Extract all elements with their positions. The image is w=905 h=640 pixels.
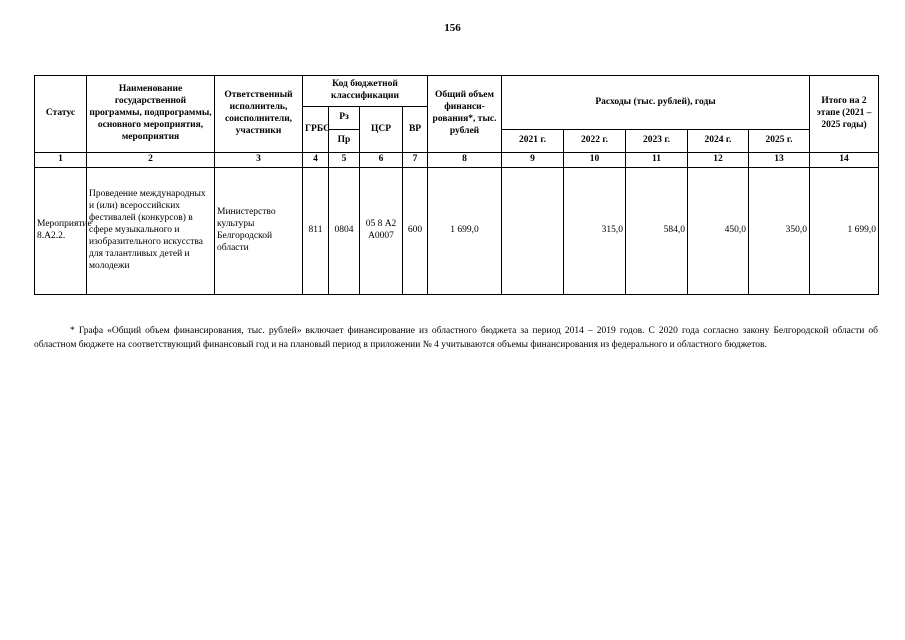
column-number: 5	[329, 153, 360, 168]
column-number: 13	[749, 153, 810, 168]
column-number: 9	[502, 153, 564, 168]
header-year-2024: 2024 г.	[688, 130, 749, 153]
header-rz: Рз	[329, 107, 360, 130]
header-year-2023: 2023 г.	[626, 130, 688, 153]
column-number: 1	[35, 153, 87, 168]
cell-year-2021	[502, 167, 564, 294]
page-number: 156	[444, 22, 461, 34]
header-vr: ВР	[403, 107, 428, 153]
cell-year-2023: 584,0	[626, 167, 688, 294]
column-number: 7	[403, 153, 428, 168]
header-status: Статус	[35, 76, 87, 153]
header-stage-total: Итого на 2 этапе (2021 – 2025 годы)	[810, 76, 879, 153]
header-budget-code: Код бюджетной классификации	[303, 76, 428, 107]
footnote: * Графа «Общий объем финансирования, тыс. рублей» включает финансирование из областного бюджета за период 2014 – 2019 годов. С 2020 года согласно закону Белгородской области об областном бюджете на соответствующий финансовый год и на плановый период в приложении № 4 учитываются объемы финансирования из федерального и областного бюджетов.	[34, 326, 878, 350]
table-row	[35, 167, 879, 294]
header-year-2022: 2022 г.	[564, 130, 626, 153]
cell-status: Мероприятие 8.А2.2.	[35, 167, 87, 294]
cell-grbs: 811	[303, 167, 329, 294]
cell-executor: Министерство культуры Белгородской области	[215, 167, 303, 294]
column-number: 3	[215, 153, 303, 168]
cell-rzpr: 0804	[329, 167, 360, 294]
header-pr: Пр	[329, 130, 360, 153]
header-grbs: ГРБС	[303, 107, 329, 153]
cell-total-volume: 1 699,0	[428, 167, 502, 294]
header-total-volume: Общий объем финанси-рования*, тыс. рублей	[428, 76, 502, 153]
cell-stage-total: 1 699,0	[810, 167, 879, 294]
column-number: 2	[87, 153, 215, 168]
column-number: 11	[626, 153, 688, 168]
cell-year-2024: 450,0	[688, 167, 749, 294]
cell-name: Проведение международных и (или) всероссийских фестивалей (конкурсов) в сфере музыкального и изобразительного искусства для талантливых детей и молодежи	[87, 167, 215, 294]
column-number: 6	[360, 153, 403, 168]
column-number: 8	[428, 153, 502, 168]
header-expenses: Расходы (тыс. рублей), годы	[502, 76, 810, 130]
cell-vr: 600	[403, 167, 428, 294]
header-row-1	[35, 76, 879, 107]
header-year-2021: 2021 г.	[502, 130, 564, 153]
header-name: Наименование государственной программы, подпрограммы, основного мероприятия, мероприятия	[87, 76, 215, 153]
column-number: 12	[688, 153, 749, 168]
header-executor: Ответственный исполнитель, соисполнители, участники	[215, 76, 303, 153]
cell-year-2025: 350,0	[749, 167, 810, 294]
budget-table	[34, 75, 879, 295]
column-number: 4	[303, 153, 329, 168]
cell-year-2022: 315,0	[564, 167, 626, 294]
column-number-row	[35, 153, 879, 168]
column-number: 14	[810, 153, 879, 168]
column-number: 10	[564, 153, 626, 168]
cell-csr: 05 8 А2 А0007	[360, 167, 403, 294]
header-csr: ЦСР	[360, 107, 403, 153]
header-year-2025: 2025 г.	[749, 130, 810, 153]
